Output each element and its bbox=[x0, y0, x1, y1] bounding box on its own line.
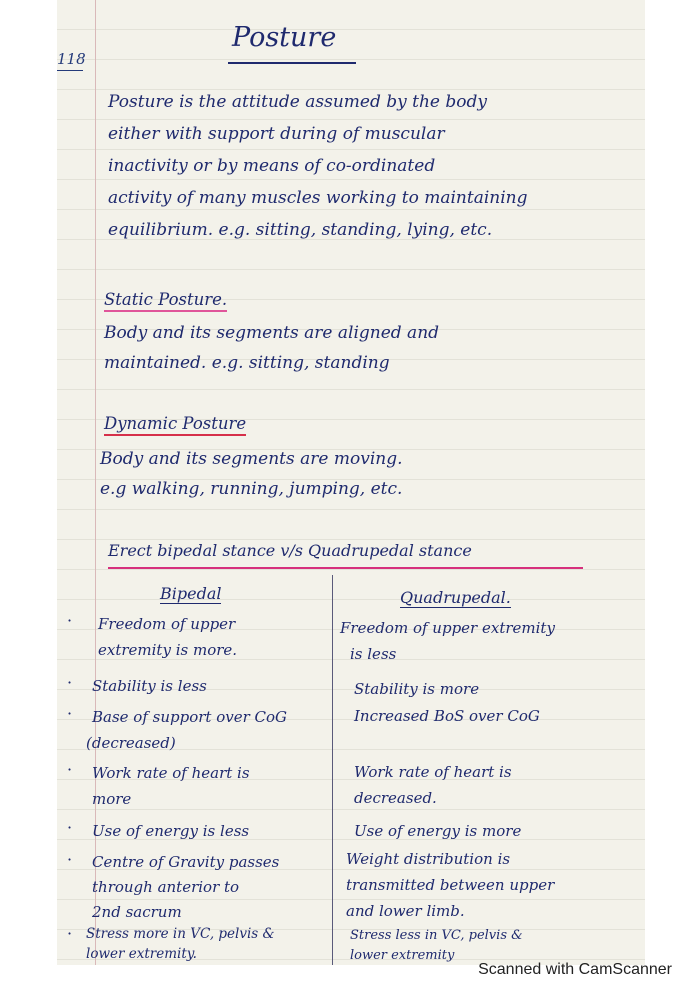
dynamic-posture-text bbox=[100, 444, 620, 504]
bipedal-item-line: through anterior to bbox=[92, 878, 240, 896]
quadrupedal-item bbox=[354, 703, 540, 729]
bipedal-item-line: 2nd sacrum bbox=[92, 903, 182, 921]
static-line: Body and its segments are aligned and bbox=[104, 323, 440, 343]
bipedal-item-line: extremity is more. bbox=[98, 641, 238, 659]
quadrupedal-item-line: transmitted between upper bbox=[346, 876, 555, 894]
bullet-dot: · bbox=[67, 760, 73, 779]
bipedal-item-line: Work rate of heart is bbox=[92, 764, 250, 782]
bipedal-item-line: Base of support over CoG bbox=[92, 708, 288, 726]
quadrupedal-item-line: and lower limb. bbox=[346, 902, 465, 920]
bullet-dot: · bbox=[67, 818, 73, 837]
static-posture-heading bbox=[104, 290, 227, 309]
quadrupedal-header bbox=[400, 588, 511, 607]
quadrupedal-item-line: Stress less in VC, pelvis & bbox=[350, 928, 523, 943]
quadrupedal-item-line: Stability is more bbox=[354, 680, 480, 698]
bipedal-item bbox=[92, 818, 249, 844]
page-number: 118 bbox=[57, 50, 86, 68]
bipedal-item bbox=[92, 850, 279, 925]
quadrupedal-item-line: lower extremity bbox=[350, 948, 455, 963]
quadrupedal-item-line: Freedom of upper extremity bbox=[340, 619, 555, 637]
bipedal-item bbox=[86, 924, 275, 964]
bipedal-item bbox=[92, 673, 207, 699]
bipedal-item-line: Freedom of upper bbox=[98, 615, 236, 633]
intro-line: equilibrium. e.g. sitting, standing, lying, etc. bbox=[108, 220, 493, 240]
quadrupedal-item bbox=[346, 846, 554, 924]
column-divider bbox=[332, 575, 333, 965]
bullet-dot: · bbox=[67, 673, 73, 692]
bipedal-item bbox=[92, 704, 287, 730]
dynamic-posture-heading-text: Dynamic Posture bbox=[104, 414, 246, 436]
bipedal-item-line: Stress more in VC, pelvis & bbox=[86, 926, 275, 942]
bipedal-header bbox=[160, 584, 221, 603]
intro-line: activity of many muscles working to maintaining bbox=[108, 188, 528, 208]
page-number-underline bbox=[57, 70, 83, 71]
quadrupedal-item bbox=[350, 926, 523, 966]
bullet-dot: · bbox=[67, 704, 73, 723]
static-line: maintained. e.g. sitting, standing bbox=[104, 353, 390, 373]
bipedal-item-line: lower extremity. bbox=[86, 946, 197, 962]
static-posture-heading-text: Static Posture. bbox=[104, 290, 227, 312]
bipedal-item-line: Centre of Gravity passes bbox=[92, 853, 280, 871]
page-title: Posture bbox=[232, 22, 337, 53]
quadrupedal-item-line: Use of energy is more bbox=[354, 822, 522, 840]
dynamic-line: e.g walking, running, jumping, etc. bbox=[100, 479, 403, 499]
bipedal-item bbox=[92, 760, 250, 812]
bipedal-item bbox=[98, 611, 237, 663]
quadrupedal-item-line: decreased. bbox=[354, 789, 437, 807]
intro-line: either with support during of muscular bbox=[108, 124, 445, 144]
quadrupedal-item bbox=[354, 759, 512, 811]
quadrupedal-item-line: is less bbox=[350, 645, 397, 663]
bullet-dot: · bbox=[67, 924, 73, 943]
dynamic-line: Body and its segments are moving. bbox=[100, 449, 403, 469]
bipedal-item-line: more bbox=[92, 790, 132, 808]
bipedal-item-line: (decreased) bbox=[86, 734, 176, 752]
static-posture-text bbox=[104, 318, 624, 378]
quadrupedal-header-text: Quadrupedal. bbox=[400, 588, 511, 607]
quadrupedal-item bbox=[340, 615, 555, 667]
quadrupedal-item-line: Weight distribution is bbox=[346, 850, 511, 868]
comparison-heading-underline bbox=[108, 567, 583, 569]
dynamic-posture-heading bbox=[104, 414, 246, 433]
camscanner-footer: Scanned with CamScanner bbox=[478, 961, 672, 978]
bipedal-item-line: Use of energy is less bbox=[92, 822, 250, 840]
bullet-dot: · bbox=[67, 850, 73, 869]
intro-line: Posture is the attitude assumed by the body bbox=[108, 92, 487, 112]
bullet-dot: · bbox=[67, 611, 73, 630]
bipedal-item bbox=[86, 730, 176, 756]
quadrupedal-item-line: Work rate of heart is bbox=[354, 763, 512, 781]
quadrupedal-item bbox=[354, 676, 479, 702]
quadrupedal-item bbox=[354, 818, 521, 844]
comparison-heading: Erect bipedal stance v/s Quadrupedal stance bbox=[108, 541, 472, 560]
bipedal-item-line: Stability is less bbox=[92, 677, 207, 695]
intro-paragraph bbox=[108, 86, 628, 246]
title-underline bbox=[228, 62, 356, 64]
quadrupedal-item-line: Increased BoS over CoG bbox=[354, 707, 540, 725]
bipedal-header-text: Bipedal bbox=[160, 584, 222, 603]
intro-line: inactivity or by means of co-ordinated bbox=[108, 156, 436, 176]
